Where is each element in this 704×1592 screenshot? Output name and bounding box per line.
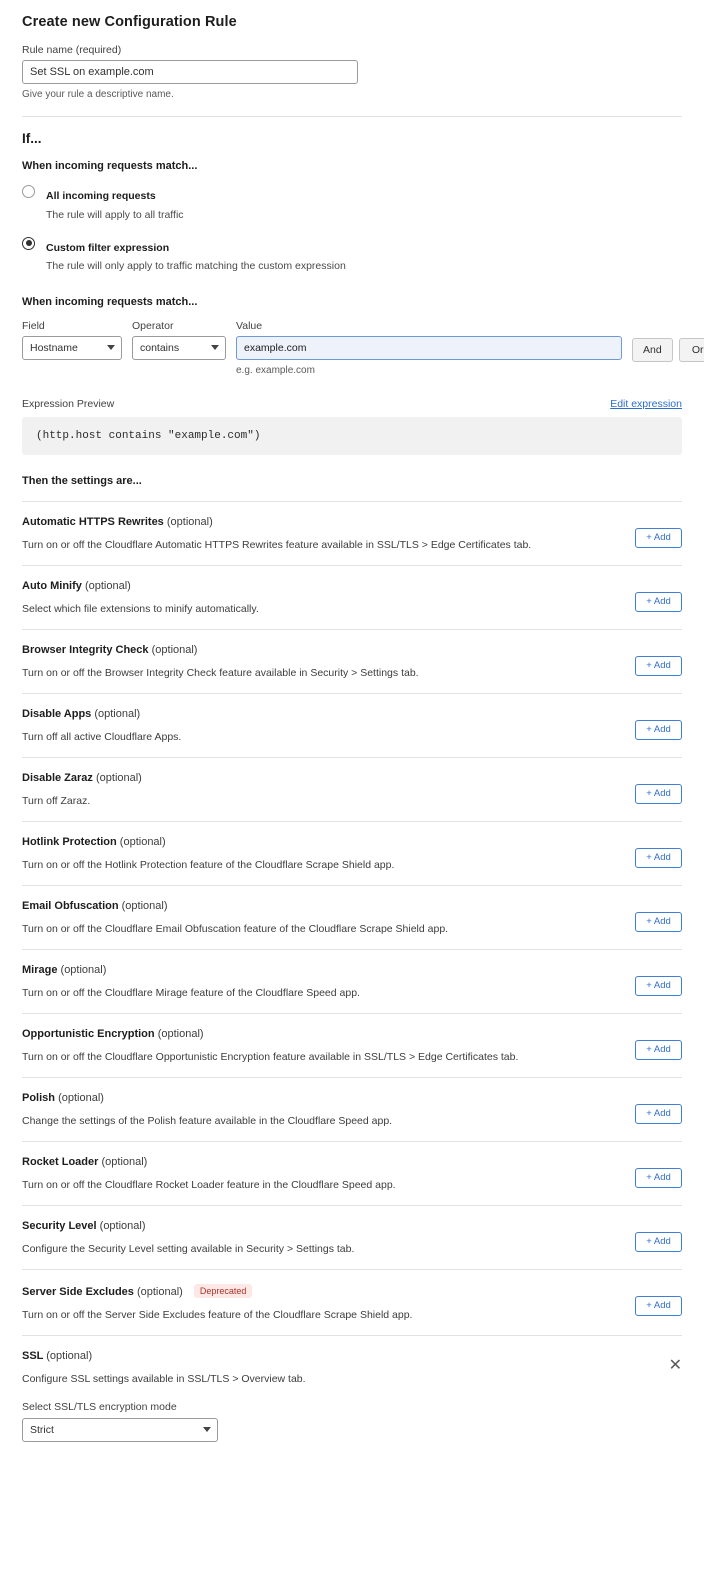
rule-name-input[interactable]	[22, 60, 358, 84]
rule-name-group	[22, 44, 682, 100]
setting-name: Rocket Loader	[22, 1155, 99, 1168]
setting-optional: (optional)	[121, 899, 168, 912]
setting-row	[22, 885, 682, 949]
radio-option-custom-filter[interactable]	[22, 236, 682, 274]
status-badge: Deprecated	[194, 1284, 253, 1298]
setting-row	[22, 1205, 682, 1269]
setting-row	[22, 693, 682, 757]
add-setting-button[interactable]: + Add	[635, 656, 682, 676]
expression-preview-label: Expression Preview	[22, 397, 115, 410]
setting-row	[22, 565, 682, 629]
setting-optional: (optional)	[166, 515, 213, 528]
setting-desc: Turn off all active Cloudflare Apps.	[22, 730, 182, 743]
setting-desc: Turn on or off the Cloudflare Rocket Loader feature in the Cloudflare Speed app.	[22, 1178, 396, 1191]
setting-desc: Turn on or off the Browser Integrity Check feature available in Security > Settings tab.	[22, 666, 419, 679]
radio-option-desc: The rule will only apply to traffic matching the custom expression	[46, 260, 346, 273]
setting-optional: (optional)	[119, 835, 166, 848]
setting-optional: (optional)	[99, 1219, 146, 1232]
radio-option-desc: The rule will apply to all traffic	[46, 208, 184, 221]
operator-column	[132, 320, 226, 360]
setting-name: Disable Zaraz	[22, 771, 93, 784]
setting-name: Opportunistic Encryption	[22, 1027, 155, 1040]
close-icon[interactable]: ✕	[668, 1356, 682, 1374]
and-button[interactable]: And	[632, 338, 673, 362]
ssl-mode-select[interactable]	[22, 1418, 218, 1442]
setting-optional: (optional)	[58, 1091, 104, 1104]
divider	[22, 116, 682, 117]
page-title: Create new Configuration Rule	[22, 14, 237, 30]
setting-name: Email Obfuscation	[22, 899, 119, 912]
setting-name: Polish	[22, 1091, 56, 1104]
value-hint: e.g. example.com	[236, 364, 315, 376]
setting-row	[22, 1269, 682, 1335]
operator-select[interactable]	[132, 336, 226, 360]
setting-optional: (optional)	[84, 579, 131, 592]
setting-row	[22, 757, 682, 821]
setting-row	[22, 629, 682, 693]
value-input[interactable]	[236, 336, 622, 360]
setting-desc: Turn on or off the Hotlink Protection feature of the Cloudflare Scrape Shield app.	[22, 858, 395, 871]
setting-desc: Turn on or off the Cloudflare Email Obfuscation feature of the Cloudflare Scrape Shield app.	[22, 922, 449, 935]
add-setting-button[interactable]: + Add	[635, 1168, 682, 1188]
setting-optional: (optional)	[94, 707, 141, 720]
setting-optional: (optional)	[60, 963, 107, 976]
radio-option-label: All incoming requests	[46, 190, 156, 202]
setting-row	[22, 821, 682, 885]
setting-name: Mirage	[22, 963, 58, 976]
value-column	[236, 320, 622, 376]
setting-row	[22, 949, 682, 1013]
setting-desc: Turn on or off the Server Side Excludes feature of the Cloudflare Scrape Shield app.	[22, 1308, 413, 1321]
add-setting-button[interactable]: + Add	[635, 1040, 682, 1060]
setting-name: Disable Apps	[22, 707, 92, 720]
setting-optional: (optional)	[46, 1349, 93, 1362]
setting-row	[22, 1141, 682, 1205]
add-setting-button[interactable]: + Add	[635, 848, 682, 868]
setting-optional: (optional)	[95, 771, 142, 784]
or-button[interactable]: Or	[679, 338, 704, 362]
setting-name: SSL	[22, 1349, 44, 1362]
add-setting-button[interactable]: + Add	[635, 912, 682, 932]
logic-buttons	[632, 338, 704, 362]
radio-icon[interactable]	[22, 185, 35, 198]
filter-row	[22, 319, 704, 376]
setting-desc: Turn on or off the Cloudflare Mirage feature of the Cloudflare Speed app.	[22, 986, 360, 999]
setting-name: Hotlink Protection	[22, 835, 117, 848]
setting-desc: Configure SSL settings available in SSL/TLS > Overview tab.	[22, 1372, 306, 1385]
field-select[interactable]	[22, 336, 122, 360]
radio-option-label: Custom filter expression	[46, 241, 170, 254]
setting-row	[22, 1077, 682, 1141]
setting-name: Server Side Excludes	[22, 1285, 134, 1298]
setting-optional: (optional)	[151, 643, 198, 656]
setting-name: Security Level	[22, 1219, 97, 1232]
setting-desc: Turn on or off the Cloudflare Automatic HTTPS Rewrites feature available in SSL/TLS > Edge Certificates tab.	[22, 538, 532, 551]
radio-icon[interactable]	[22, 237, 35, 250]
edit-expression-link[interactable]: Edit expression	[610, 397, 682, 410]
setting-name: Auto Minify	[22, 579, 82, 592]
ssl-mode-label: Select SSL/TLS encryption mode	[22, 1400, 177, 1413]
add-setting-button[interactable]: + Add	[635, 592, 682, 612]
settings-list	[22, 501, 682, 1456]
setting-desc: Turn off Zaraz.	[22, 794, 91, 807]
operator-label: Operator	[132, 319, 174, 332]
rule-name-label: Rule name (required)	[22, 44, 122, 56]
setting-name: Browser Integrity Check	[22, 643, 149, 656]
field-label: Field	[22, 319, 45, 332]
add-setting-button[interactable]: + Add	[635, 1232, 682, 1252]
if-section-heading: If...	[22, 131, 42, 146]
then-section-heading: Then the settings are...	[22, 474, 142, 487]
add-setting-button[interactable]: + Add	[635, 976, 682, 996]
setting-desc: Turn on or off the Cloudflare Opportunistic Encryption feature available in SSL/TLS > Edge Certificates tab.	[22, 1050, 519, 1063]
add-setting-button[interactable]: + Add	[635, 528, 682, 548]
add-setting-button[interactable]: + Add	[635, 1104, 682, 1124]
setting-name: Automatic HTTPS Rewrites	[22, 515, 164, 528]
if-section-subheading: When incoming requests match...	[22, 160, 198, 172]
add-setting-button[interactable]: + Add	[635, 784, 682, 804]
setting-desc: Change the settings of the Polish feature available in the Cloudflare Speed app.	[22, 1114, 393, 1127]
setting-optional: (optional)	[157, 1027, 204, 1040]
rule-name-helper: Give your rule a descriptive name.	[22, 89, 174, 100]
setting-row-ssl	[22, 1335, 682, 1456]
setting-row	[22, 501, 682, 565]
setting-desc: Select which file extensions to minify automatically.	[22, 602, 259, 615]
setting-optional: (optional)	[136, 1285, 183, 1298]
add-setting-button[interactable]: + Add	[635, 1296, 682, 1316]
radio-option-all-requests[interactable]	[22, 184, 682, 222]
value-label: Value	[236, 319, 263, 332]
setting-row	[22, 1013, 682, 1077]
setting-desc: Configure the Security Level setting available in Security > Settings tab.	[22, 1242, 355, 1255]
expression-preview-box: (http.host contains "example.com")	[22, 417, 682, 455]
add-setting-button[interactable]: + Add	[635, 720, 682, 740]
setting-optional: (optional)	[101, 1155, 148, 1168]
expression-preview-header	[22, 398, 682, 410]
filter-subheading: When incoming requests match...	[22, 295, 198, 308]
field-column	[22, 320, 122, 360]
